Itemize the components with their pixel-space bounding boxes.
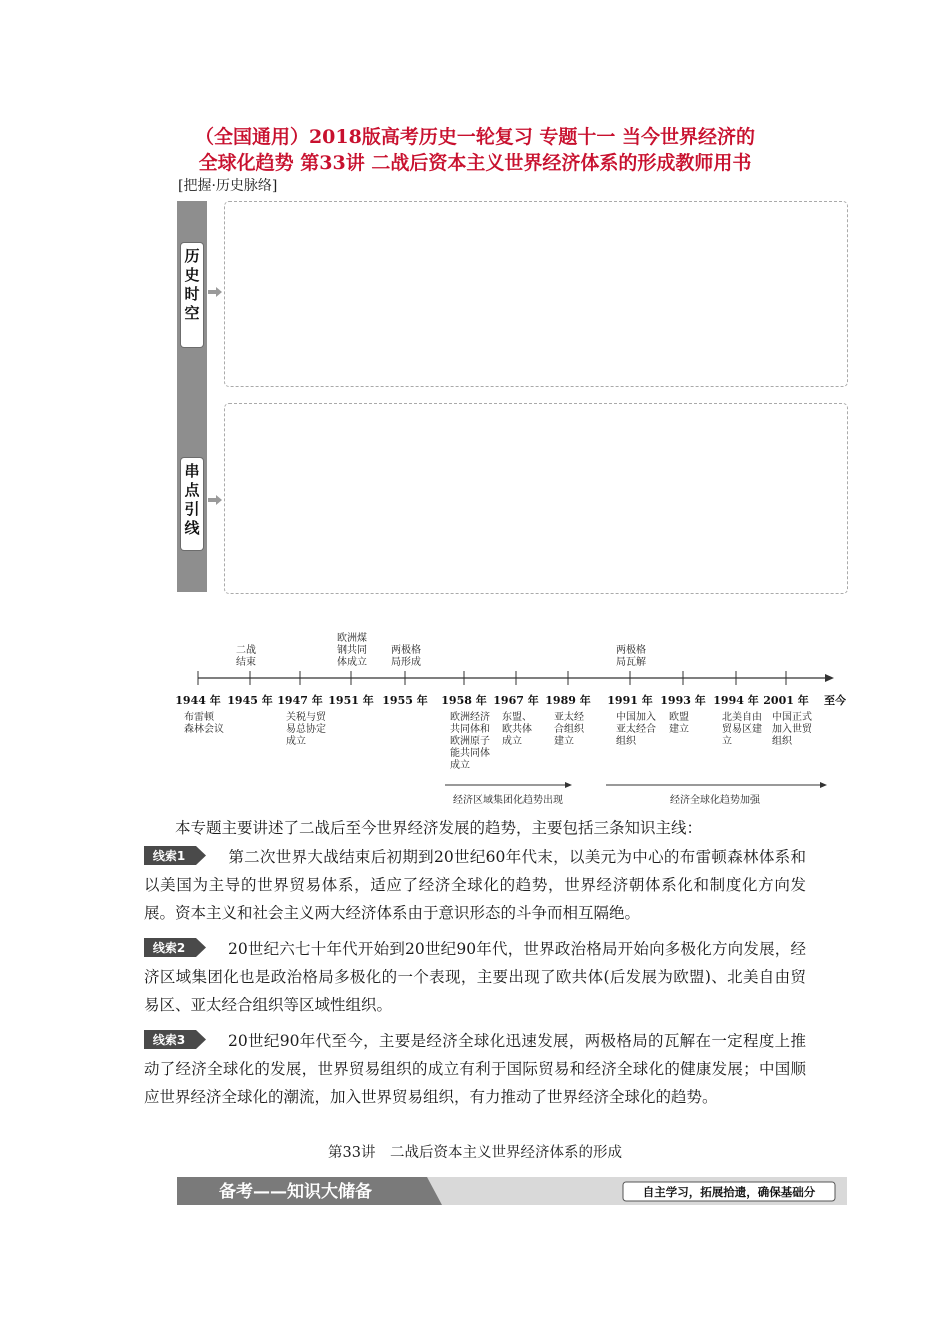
banner-right-text: 自主学习，拓展拾遗，确保基础分 <box>642 1185 816 1199</box>
timeline-year: 1955 年 <box>382 694 428 707</box>
timeline-event-above: 二战 <box>236 645 256 656</box>
clue-text: 20世纪六七十年代开始到20世纪90年代，世界政治格局开始向多极化方向发展，经济区域集团化也是政治格局多极化的一个表现，主要出现了欧共体(后发展为欧盟)、北美自由贸易区、亚太经合组织等区域性组织。 <box>144 940 806 1014</box>
clue-badge <box>144 846 206 865</box>
timeline-event-below: 中国正式 <box>772 712 812 723</box>
tag-char: 历 <box>184 247 200 265</box>
timeline-event-above: 结束 <box>236 657 256 668</box>
timeline-event-below: 建立 <box>669 724 689 735</box>
title-line-2: 全球化趋势 第33讲 二战后资本主义世界经济体系的形成教师用书 <box>198 152 752 174</box>
timeline-event-below: 欧洲原子 <box>450 736 490 747</box>
tag-connect-threads <box>181 458 203 550</box>
timeline-year: 1994 年 <box>713 694 759 707</box>
trend-arrow-icon <box>820 782 827 788</box>
arrow-right-icon <box>208 287 222 297</box>
history-timeline <box>170 625 860 815</box>
timeline-event-below: 成立 <box>502 736 522 747</box>
clue-paragraph-3 <box>144 1027 806 1111</box>
timeline-event-below: 建立 <box>554 736 574 747</box>
timeline-event-above: 两极格 <box>391 645 421 656</box>
tag-char: 空 <box>184 304 200 322</box>
timeline-event-below: 成立 <box>286 736 306 747</box>
svg-text:线索2: 线索2 <box>152 941 186 955</box>
timeline-event-below: 共同体和 <box>450 724 490 735</box>
timeline-year: 1991 年 <box>607 694 653 707</box>
timeline-event-above: 两极格 <box>616 645 646 656</box>
timeline-event-above: 体成立 <box>337 657 367 668</box>
trend-label-regional: 经济区域集团化趋势出现 <box>453 795 563 806</box>
timeline-event-above: 局瓦解 <box>616 657 646 668</box>
timeline-event-below: 欧盟 <box>669 712 689 723</box>
title-line-1: （全国通用）2018版高考历史一轮复习 专题十一 当今世界经济的 <box>194 126 756 148</box>
timeline-event-below: 成立 <box>450 760 470 771</box>
section-title: 第33讲 二战后资本主义世界经济体系的形成 <box>328 1145 622 1161</box>
timeline-event-below: 亚太经合 <box>616 724 656 735</box>
document-title <box>140 124 810 176</box>
tag-char: 时 <box>184 285 200 303</box>
trend-arrow-icon <box>565 782 572 788</box>
tag-char: 点 <box>184 481 200 499</box>
timeline-event-below: 欧共体 <box>502 724 532 735</box>
timeline-event-below: 亚太经 <box>554 712 584 723</box>
banner-left-text: 备考——知识大储备 <box>219 1182 372 1202</box>
timeline-year: 1945 年 <box>227 694 273 707</box>
timeline-year: 1967 年 <box>493 694 539 707</box>
clue-paragraph-2 <box>144 935 806 1019</box>
timeline-year: 1944 年 <box>175 694 221 707</box>
tag-char: 史 <box>184 266 200 284</box>
connect-threads-box <box>224 403 848 594</box>
timeline-arrow-icon <box>825 674 834 682</box>
timeline-year: 1951 年 <box>328 694 374 707</box>
timeline-year: 至今 <box>824 694 846 707</box>
timeline-event-below: 组织 <box>772 736 792 747</box>
timeline-event-below: 东盟、 <box>502 712 532 723</box>
intro-paragraph: 本专题主要讲述了二战后至今世界经济发展的趋势，主要包括三条知识主线： <box>175 819 703 837</box>
tag-char: 引 <box>184 500 200 518</box>
timeline-event-below: 北美自由 <box>722 712 762 723</box>
timeline-event-below: 关税与贸 <box>286 712 326 723</box>
section-banner <box>177 1177 847 1205</box>
timeline-year: 2001 年 <box>763 694 809 707</box>
timeline-year: 1958 年 <box>441 694 487 707</box>
timeline-event-above: 钢共同 <box>337 645 367 656</box>
timeline-event-below: 能共同体 <box>450 748 490 759</box>
timeline-event-below: 加入世贸 <box>772 724 812 735</box>
clue-text: 20世纪90年代至今，主要是经济全球化迅速发展，两极格局的瓦解在一定程度上推动了经济全球化的发展，世界贸易组织的成立有利于国际贸易和经济全球化的健康发展；中国顺应世界经济全球化的潮流，加入世界贸易组织，有力推动了世界经济全球化的趋势。 <box>144 1032 806 1106</box>
timeline-year: 1947 年 <box>277 694 323 707</box>
timeline-event-below: 森林会议 <box>184 724 224 735</box>
clue-text: 第二次世界大战结束后初期到20世纪60年代末，以美元为中心的布雷顿森林体系和以美国为主导的世界贸易体系，适应了经济全球化的趋势，世界经济朝体系化和制度化方向发展。资本主义和社会主义两大经济体系由于意识形态的斗争而相互隔绝。 <box>144 848 806 922</box>
timeline-year: 1993 年 <box>660 694 706 707</box>
timeline-event-below: 贸易区建 <box>722 724 762 735</box>
trend-label-global: 经济全球化趋势加强 <box>670 795 760 806</box>
tag-history-time-space <box>181 243 203 347</box>
timeline-event-above: 局形成 <box>391 657 421 668</box>
svg-text:线索3: 线索3 <box>152 1033 186 1047</box>
clue-badge <box>144 1030 206 1049</box>
arrow-right-icon <box>208 495 222 505</box>
timeline-event-below: 立 <box>722 736 732 747</box>
timeline-event-below: 合组织 <box>554 724 584 735</box>
grasp-label: [把握·历史脉络] <box>178 178 278 194</box>
clue-paragraph-1 <box>144 843 806 927</box>
clue-badge <box>144 938 206 957</box>
tag-char: 线 <box>184 519 200 537</box>
timeline-event-below: 欧洲经济 <box>450 712 490 723</box>
timeline-year: 1989 年 <box>545 694 591 707</box>
timeline-event-below: 中国加入 <box>616 712 656 723</box>
tag-char: 串 <box>184 462 200 480</box>
timeline-event-below: 组织 <box>616 736 636 747</box>
timeline-event-below: 布雷顿 <box>184 712 214 723</box>
svg-text:线索1: 线索1 <box>152 849 186 863</box>
timeline-event-below: 易总协定 <box>286 724 326 735</box>
history-time-space-box <box>224 201 848 387</box>
timeline-event-above: 欧洲煤 <box>337 633 367 644</box>
